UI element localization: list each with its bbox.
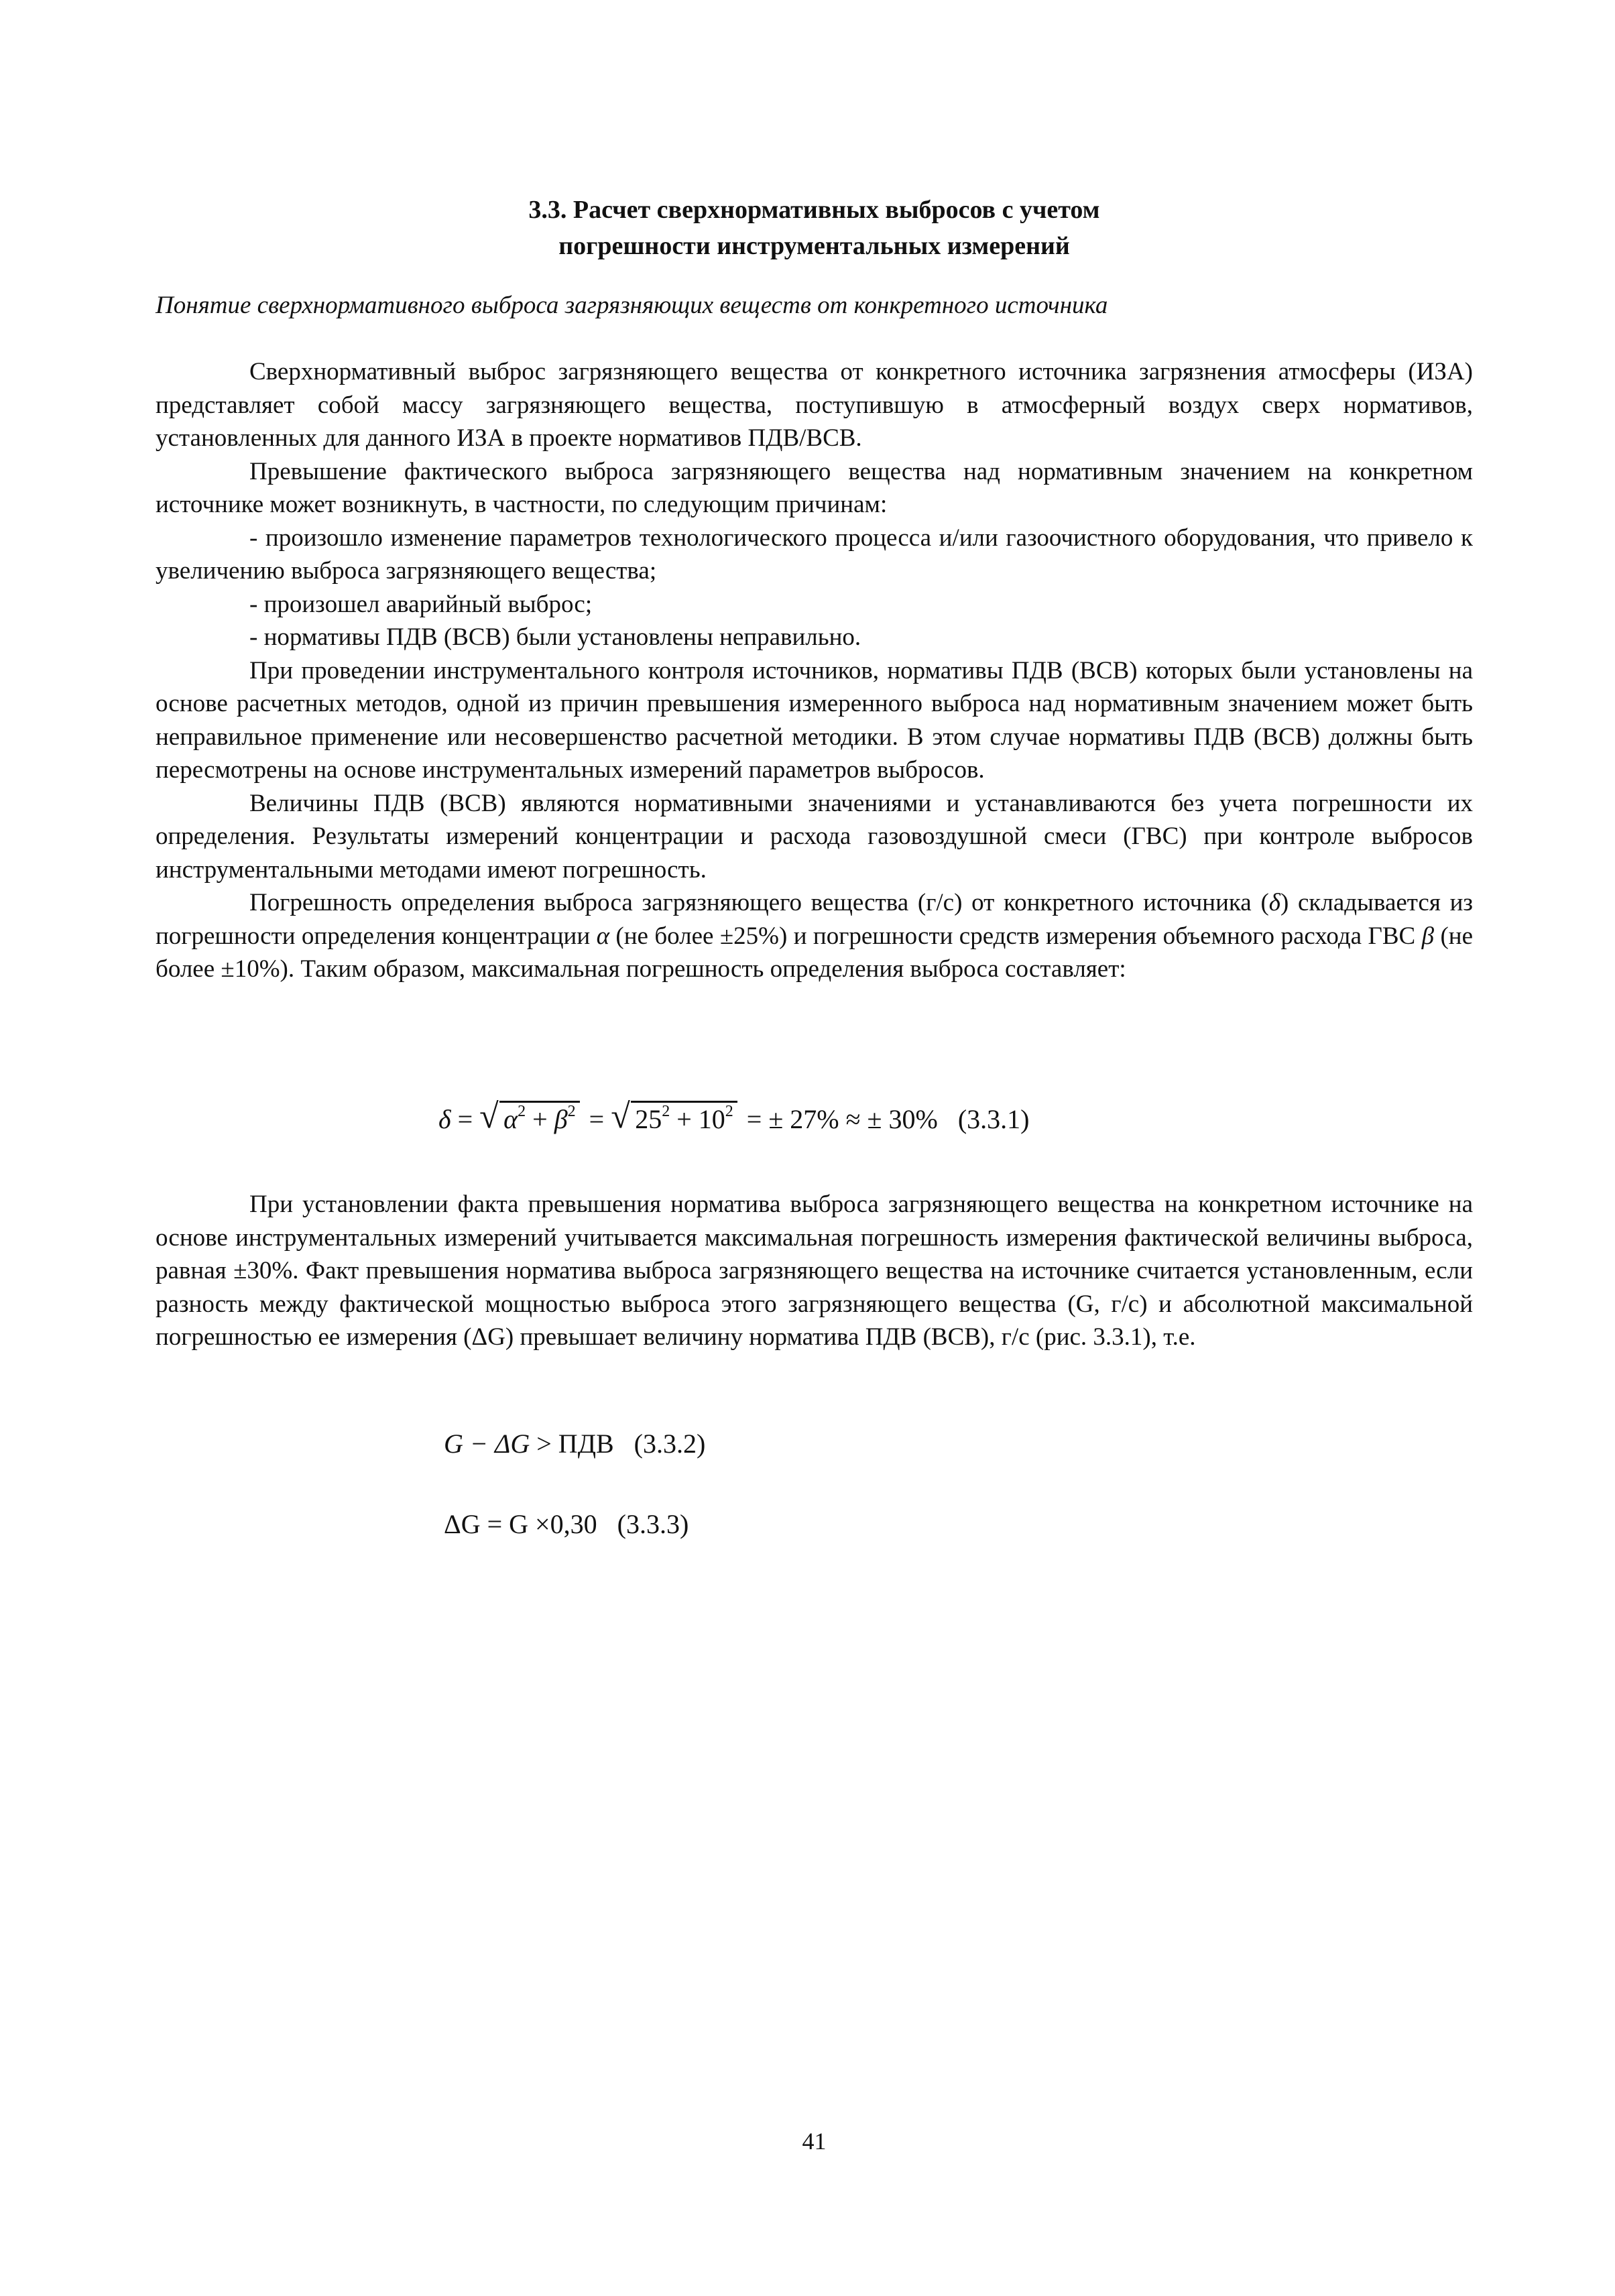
paragraph-reasons: Превышение фактического выброса загрязняющего вещества над нормативным значением на конкретном источнике может возникнуть, в частности, по следующим причинам: xyxy=(156,457,1473,518)
list-item: - произошло изменение параметров технологического процесса и/или газоочистного оборудования, что привело к увеличению выброса загрязняющего вещества; xyxy=(156,524,1473,585)
sqrt-numeric: √ $25^2 + 10^2$ xyxy=(611,1099,737,1140)
equation-number: (3.3.3) xyxy=(617,1509,689,1539)
delta-symbol: δ xyxy=(1268,889,1280,916)
paragraph-instrumental-control: При проведении инструментального контроля источников, нормативы ПДВ (ВСВ) которых были установлены на основе расчетных методов, одной из причин превышения измеренного выброса над нормативным значением может быть неправильное применение или несовершенство расчетной методики. В этом случае нормативы ПДВ (ВСВ) должны быть пересмотрены на основе инструментальных измерений параметров выбросов. xyxy=(156,656,1473,784)
page-number: 41 xyxy=(802,2128,827,2155)
title-line-1: 3.3. Расчет сверхнормативных выбросов с учетом xyxy=(528,196,1100,224)
sqrt-alpha-beta: √ $\alpha^2 + \beta^2$ xyxy=(479,1099,579,1140)
title-line-2: погрешности инструментальных измерений xyxy=(558,232,1070,260)
beta-symbol: β xyxy=(1421,922,1435,950)
equation-number: (3.3.1) xyxy=(957,1104,1030,1134)
equation-number: (3.3.2) xyxy=(634,1429,706,1459)
list-item: - нормативы ПДВ (ВСВ) были установлены неправильно. xyxy=(249,623,861,651)
list-item: - произошел аварийный выброс; xyxy=(249,590,593,618)
section-subtitle: Понятие сверхнормативного выброса загрязняющих веществ от конкретного источника xyxy=(156,292,1108,319)
radical-sign-icon: √ xyxy=(479,1097,499,1136)
alpha-symbol: α xyxy=(596,922,609,950)
body-text xyxy=(156,355,1473,986)
formula-3-3-2: G − ΔG > ПДВ (3.3.2) xyxy=(444,1429,706,1459)
paragraph-error: Погрешность определения выброса загрязняющего вещества (г/с) от конкретного источника (δ) складывается из погрешности определения концентрации α (не более ±25%) и погрешности средств измерения объемного расхода ГВС β (не более ±10%). Таким образом, максимальная погрешность определения выброса составляет: xyxy=(156,889,1474,983)
paragraph-definition: Сверхнормативный выброс загрязняющего вещества от конкретного источника загрязнения атмосферы (ИЗА) представляет собой массу загрязняющего вещества, поступившую в атмосферный воздух сверх нормативов, установленных для данного ИЗА в проекте нормативов ПДВ/ВСВ. xyxy=(156,358,1473,452)
section-title xyxy=(156,192,1473,264)
document-page xyxy=(156,0,1473,2296)
radical-sign-icon: √ xyxy=(611,1097,630,1136)
paragraph-exceedance: При установлении факта превышения норматива выброса загрязняющего вещества на конкретном источнике на основе инструментальных измерений учитывается максимальная погрешность измерения фактической величины выброса, равная ±30%. Факт превышения норматива выброса загрязняющего вещества на источнике считается установленным, если разность между фактической мощностью выброса этого загрязняющего вещества (G, г/с) и абсолютной максимальной погрешностью ее измерения (ΔG) превышает величину норматива ПДВ (ВСВ), г/с (рис. 3.3.1), т.е. xyxy=(156,1191,1473,1351)
formula-3-3-1: δ = √ $\alpha^2 + \beta^2$ = √ $25^2 + 10^2$ = ± 27% ≈ ± 30% (3.3.1) xyxy=(438,1099,1029,1140)
body-text-after-formula xyxy=(156,1188,1473,1354)
paragraph-pdv-values: Величины ПДВ (ВСВ) являются нормативными значениями и устанавливаются без учета погрешности их определения. Результаты измерений концентрации и расхода газовоздушной смеси (ГВС) при контроле выбросов инструментальными методами имеют погрешность. xyxy=(156,789,1473,884)
formula-3-3-3: ΔG = G ×0,30 (3.3.3) xyxy=(444,1509,689,1539)
